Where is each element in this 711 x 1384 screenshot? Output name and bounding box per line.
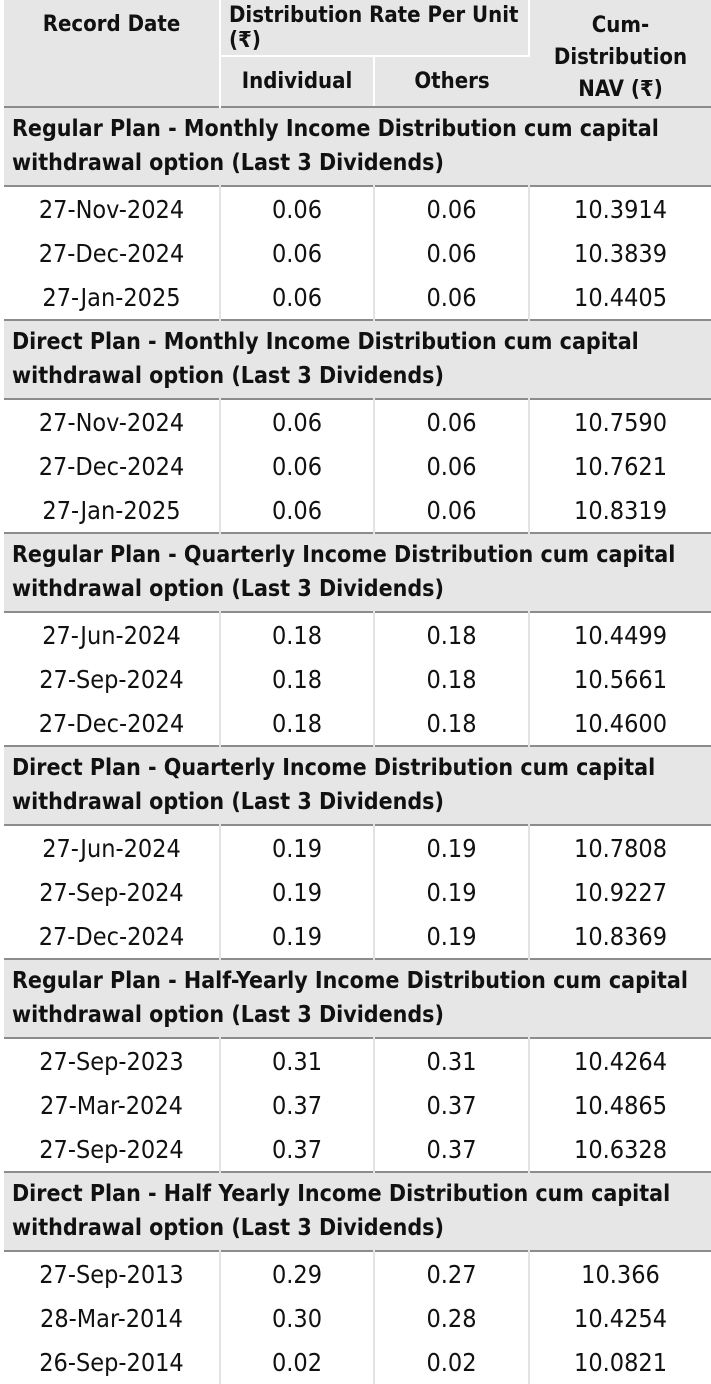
individual-rate-cell: 0.37 [220,1083,374,1127]
nav-cell: 10.9227 [574,877,667,907]
section-title: Regular Plan - Monthly Income Distribution cum capital withdrawal option (Last 3 Dividends) [4,107,711,186]
individual-rate-cell: 0.29 [220,1251,374,1296]
others-rate-cell: 0.18 [374,701,529,746]
individual-rate-cell: 0.18 [220,612,374,657]
nav-cell: 10.4264 [529,1038,711,1083]
nav-cell: 10.3839 [574,238,667,268]
distribution-rate-header: Distribution Rate Per Unit (₹) [220,0,529,56]
individual-rate-cell: 0.19 [220,870,374,914]
nav-cell: 10.4600 [574,708,667,738]
table-row [4,870,711,914]
record-date-cell: 28-Mar-2014 [4,1296,220,1340]
section-row [4,533,711,612]
individual-rate-cell: 0.31 [220,1038,374,1083]
cum-nav-header: Cum-Distribution NAV (₹) [529,0,711,107]
individual-rate-cell: 0.18 [220,657,374,701]
section-title: Direct Plan - Quarterly Income Distribution cum capital withdrawal option (Last 3 Dividends) [4,746,711,825]
nav-cell: 10.6328 [574,1134,667,1164]
others-header: Others [374,56,529,107]
others-rate-cell: 0.06 [374,275,529,320]
table-row [4,657,711,701]
table-row [4,1083,711,1127]
table-row [4,914,711,959]
individual-rate-cell: 0.19 [220,914,374,959]
others-rate-cell: 0.02 [374,1340,529,1384]
others-rate-cell: 0.19 [374,870,529,914]
others-rate-cell: 0.27 [374,1251,529,1296]
section-title: Direct Plan - Monthly Income Distribution cum capital withdrawal option (Last 3 Dividends) [4,320,711,399]
table-row [4,444,711,488]
others-rate-cell: 0.31 [374,1038,529,1083]
section-row [4,320,711,399]
table-row [4,612,711,657]
table-row [4,1296,711,1340]
others-rate-cell: 0.19 [374,825,529,870]
table-row [4,1251,711,1296]
individual-rate-cell: 0.19 [220,825,374,870]
nav-cell: 10.4254 [574,1303,667,1333]
nav-cell: 10.7590 [529,399,711,444]
record-date-cell: 27-Dec-2024 [4,231,220,275]
others-rate-cell: 0.37 [374,1127,529,1172]
individual-rate-cell: 0.06 [220,186,374,231]
section-title: Regular Plan - Quarterly Income Distribution cum capital withdrawal option (Last 3 Dividends) [4,533,711,612]
nav-cell: 10.3914 [529,186,711,231]
individual-rate-cell: 0.06 [220,399,374,444]
record-date-cell: 27-Sep-2024 [4,1127,220,1172]
individual-rate-cell: 0.30 [220,1296,374,1340]
record-date-cell: 27-Jun-2024 [4,825,220,870]
nav-cell: 10.366 [529,1251,711,1296]
others-rate-cell: 0.18 [374,612,529,657]
individual-rate-cell: 0.06 [220,488,374,533]
record-date-cell: 27-Sep-2013 [4,1251,220,1296]
individual-header: Individual [220,56,374,107]
table-row [4,1340,711,1384]
table-row [4,1127,711,1172]
section-row [4,959,711,1038]
section-row [4,746,711,825]
nav-cell: 10.0821 [574,1347,667,1377]
section-title: Direct Plan - Half Yearly Income Distribution cum capital withdrawal option (Last 3 Dividends) [4,1172,711,1251]
nav-cell: 10.8369 [574,921,667,951]
nav-cell: 10.8319 [574,495,667,525]
others-rate-cell: 0.37 [374,1083,529,1127]
others-rate-cell: 0.06 [374,186,529,231]
individual-rate-cell: 0.06 [220,231,374,275]
record-date-cell: 26-Sep-2014 [4,1340,220,1384]
record-date-cell: 27-Jan-2025 [4,275,220,320]
section-row [4,107,711,186]
table-row [4,825,711,870]
individual-rate-cell: 0.06 [220,444,374,488]
individual-rate-cell: 0.02 [220,1340,374,1384]
table-row [4,1038,711,1083]
nav-cell: 10.4499 [529,612,711,657]
nav-cell: 10.4865 [574,1090,667,1120]
individual-rate-cell: 0.06 [220,275,374,320]
table-row [4,186,711,231]
nav-cell: 10.4405 [574,282,667,312]
section-row [4,1172,711,1251]
record-date-cell: 27-Dec-2024 [4,701,220,746]
nav-cell: 10.7808 [529,825,711,870]
record-date-cell: 27-Dec-2024 [4,914,220,959]
table-row [4,488,711,533]
record-date-cell: 27-Sep-2023 [4,1038,220,1083]
others-rate-cell: 0.06 [374,444,529,488]
distribution-table [4,0,711,1384]
record-date-cell: 27-Jan-2025 [4,488,220,533]
others-rate-cell: 0.06 [374,399,529,444]
others-rate-cell: 0.18 [374,657,529,701]
section-title: Regular Plan - Half-Yearly Income Distribution cum capital withdrawal option (Last 3 Dividends) [4,959,711,1038]
others-rate-cell: 0.28 [374,1296,529,1340]
table-row [4,231,711,275]
record-date-cell: 27-Nov-2024 [4,186,220,231]
nav-cell: 10.7621 [574,451,667,481]
others-rate-cell: 0.19 [374,914,529,959]
record-date-header: Record Date [4,0,220,107]
others-rate-cell: 0.06 [374,488,529,533]
table-row [4,701,711,746]
table-row [4,399,711,444]
individual-rate-cell: 0.18 [220,701,374,746]
record-date-cell: 27-Sep-2024 [4,657,220,701]
individual-rate-cell: 0.37 [220,1127,374,1172]
record-date-cell: 27-Nov-2024 [4,399,220,444]
record-date-cell: 27-Mar-2024 [4,1083,220,1127]
record-date-cell: 27-Dec-2024 [4,444,220,488]
record-date-cell: 27-Jun-2024 [4,612,220,657]
table-body [4,107,711,1384]
record-date-cell: 27-Sep-2024 [4,870,220,914]
others-rate-cell: 0.06 [374,231,529,275]
table-row [4,275,711,320]
nav-cell: 10.5661 [574,664,667,694]
